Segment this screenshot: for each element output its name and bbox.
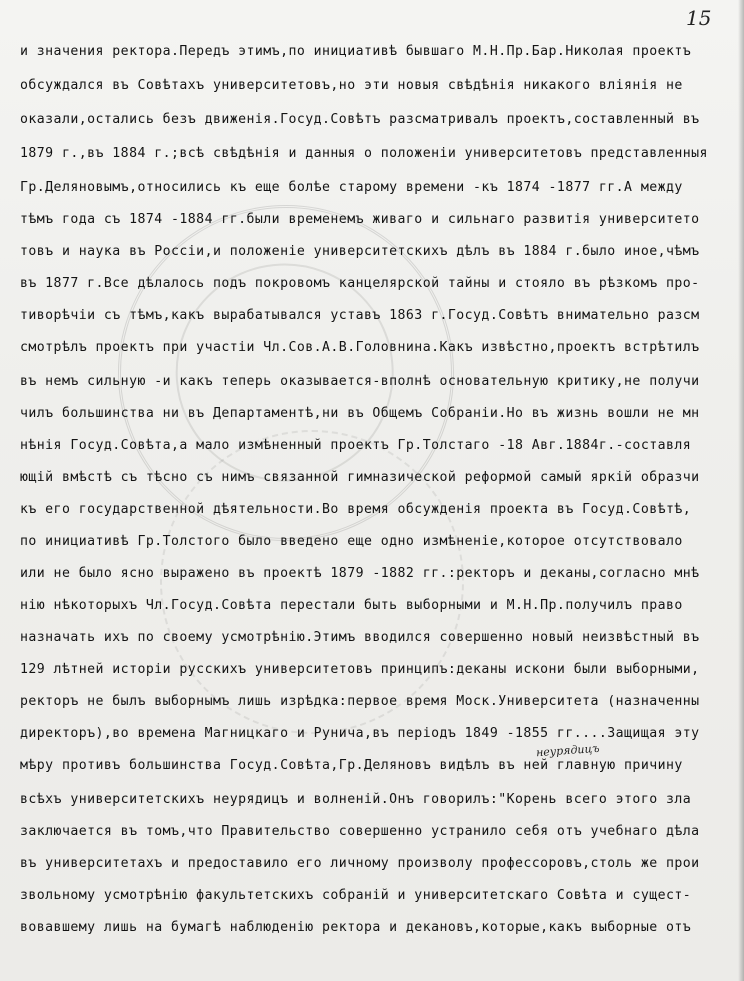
text-line: товъ и наука въ Россіи,и положеніе университетскихъ дѣлъ въ 1884 г.было иное,чѣмъ: [20, 244, 700, 259]
text-line: въ немъ сильную -и какъ теперь оказывается-вполнѣ основательную критику,не получи: [20, 374, 700, 389]
text-line: ющій вмѣстѣ съ тѣсно съ нимъ связанной гимназической реформой самый яркій образчи: [20, 470, 700, 485]
text-line: 1879 г.,въ 1884 г.;всѣ свѣдѣнія и данныя о положеніи университетовъ представленныя: [20, 146, 708, 161]
text-line: смотрѣлъ проектъ при участіи Чл.Сов.А.В.Головнина.Какъ извѣстно,проектъ встрѣтилъ: [20, 340, 700, 355]
text-line: въ университетахъ и предоставило его личному произволу профессоровъ,столь же прои: [20, 856, 700, 871]
text-line: назначать ихъ по своему усмотрѣнію.Этимъ вводился совершенно новый неизвѣстный въ: [20, 630, 700, 645]
text-line: всѣхъ университетскихъ неурядицъ и волненій.Онъ говорилъ:"Корень всего этого зла: [20, 792, 692, 807]
text-line: нію нѣкоторыхъ Чл.Госуд.Совѣта перестали быть выборными и М.Н.Пр.получилъ право: [20, 598, 683, 613]
text-line: звольному усмотрѣнію факультетскихъ собраній и университетскаго Совѣта и сущест-: [20, 888, 692, 903]
text-line: мѣру противъ большинства Госуд.Совѣта,Гр.Деляновъ видѣлъ въ ней главную причину: [20, 758, 683, 773]
page-edge-shadow: [738, 0, 744, 981]
text-line: директоръ),во времена Магницкаго и Рунича,въ періодъ 1849 -1855 гг....Защищая эту: [20, 726, 700, 741]
text-line: обсуждался въ Совѣтахъ университетовъ,но эти новыя свѣдѣнія никакого вліянія не: [20, 78, 683, 93]
text-line: ректоръ не былъ выборнымъ лишь изрѣдка:первое время Моск.Университета (назначенны: [20, 694, 700, 709]
page-number: 15: [686, 6, 712, 30]
text-line: тиворѣчіи съ тѣмъ,какъ вырабатывался уставъ 1863 г.Госуд.Совѣтъ внимательно разсм: [20, 308, 700, 323]
handwritten-insert: неурядицъ: [535, 741, 600, 760]
text-line: по инициативѣ Гр.Толстого было введено еще одно измѣненіе,которое отсутствовало: [20, 534, 683, 549]
text-line: 129 лѣтней исторіи русскихъ университетовъ принципъ:деканы искони были выборными,: [20, 662, 700, 677]
text-line: тѣмъ года съ 1874 -1884 гг.были временемъ живаго и сильнаго развитія университето: [20, 212, 700, 227]
text-line: нѣнія Госуд.Совѣта,а мало измѣненный проектъ Гр.Толстаго -18 Авг.1884г.-составля: [20, 438, 692, 453]
text-line: къ его государственной дѣятельности.Во время обсужденія проекта въ Госуд.Совѣтѣ,: [20, 502, 692, 517]
text-line: чилъ большинства ни въ Департаментѣ,ни въ Общемъ Собраніи.Но въ жизнь вошли не мн: [20, 406, 700, 421]
text-line: заключается въ томъ,что Правительство совершенно устранило себя отъ учебнаго дѣла: [20, 824, 700, 839]
text-line: или не было ясно выражено въ проектѣ 1879 -1882 гг.:ректоръ и деканы,согласно мнѣ: [20, 566, 700, 581]
text-line: и значения ректора.Передъ этимъ,по инициативѣ бывшаго М.Н.Пр.Бар.Николая проектъ: [20, 44, 692, 59]
text-line: Гр.Деляновымъ,относились къ еще болѣе старому времени -къ 1874 -1877 гг.А между: [20, 180, 683, 195]
text-line: оказали,остались безъ движенія.Госуд.Совѣтъ разсматривалъ проектъ,составленный въ: [20, 112, 700, 127]
text-line: вовавшему лишь на бумагѣ наблюденію ректора и декановъ,которые,какъ выборные отъ: [20, 920, 692, 935]
text-line: въ 1877 г.Все дѣлалось подъ покровомъ канцелярской тайны и стояло въ рѣзкомъ про-: [20, 276, 700, 291]
